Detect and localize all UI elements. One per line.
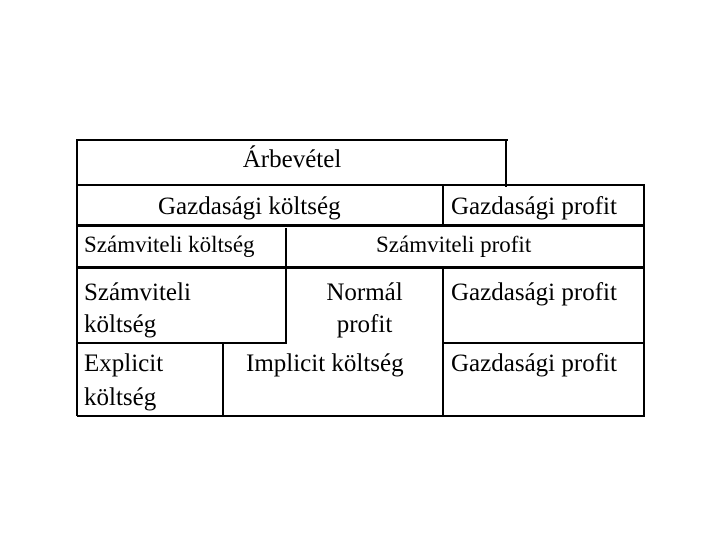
row4-divider-1 bbox=[222, 343, 224, 417]
economic-profit-label: Gazdasági profit bbox=[451, 193, 617, 220]
row3-bottom bbox=[77, 342, 287, 344]
rowA-left bbox=[76, 226, 78, 270]
accounting-cost-label: Számviteli költség bbox=[84, 232, 255, 257]
accounting-cost-row3-line2: költség bbox=[84, 311, 157, 338]
row2-bottom bbox=[77, 224, 644, 227]
revenue-box-bottom bbox=[77, 184, 644, 186]
explicit-cost-line2: költség bbox=[84, 384, 157, 411]
row2-divider bbox=[442, 184, 444, 226]
rowA-right bbox=[643, 226, 645, 270]
implicit-cost-label: Implicit költség bbox=[246, 350, 404, 377]
economic-cost-label: Gazdasági költség bbox=[158, 193, 341, 220]
row4-bottom bbox=[77, 415, 644, 417]
revenue-box-top bbox=[77, 139, 508, 141]
economic-profit-row3-label: Gazdasági profit bbox=[451, 279, 617, 306]
accounting-profit-label: Számviteli profit bbox=[376, 232, 532, 257]
row3-bottom-right bbox=[443, 342, 644, 344]
normal-profit-line1: Normál bbox=[326, 279, 403, 306]
row2-left bbox=[76, 184, 78, 226]
rowA-bottom bbox=[77, 266, 644, 269]
explicit-cost-line1: Explicit bbox=[84, 350, 164, 377]
row2-right bbox=[643, 184, 645, 226]
rowA-divider bbox=[285, 228, 287, 268]
normal-profit-line2: profit bbox=[336, 311, 393, 338]
economic-profit-row4-label: Gazdasági profit bbox=[451, 350, 617, 377]
revenue-label: Árbevétel bbox=[242, 146, 342, 173]
accounting-cost-row3-line1: Számviteli bbox=[84, 279, 191, 306]
